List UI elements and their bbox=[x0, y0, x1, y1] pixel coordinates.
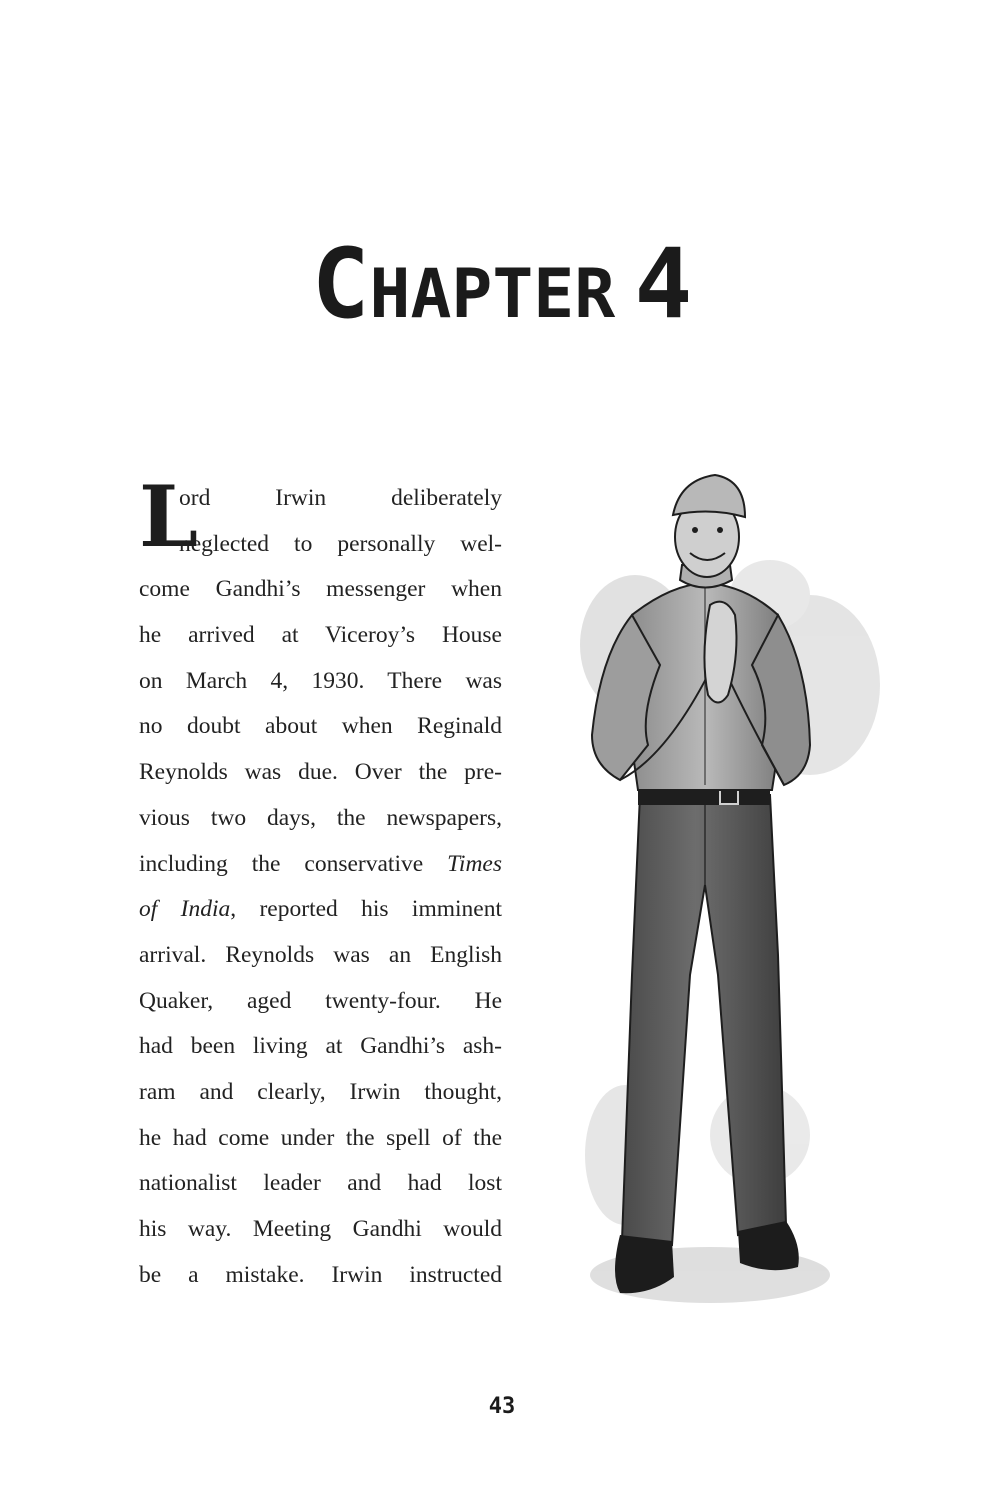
italic-title-part: Times bbox=[447, 850, 502, 877]
text-line-with-italic bbox=[139, 842, 502, 888]
chapter-title-rest: HAPTER bbox=[369, 255, 616, 334]
chapter-title-initial: C bbox=[311, 228, 370, 340]
text-line: vious two days, the newspapers, bbox=[139, 804, 502, 831]
text-line: his way. Meeting Gandhi would bbox=[139, 1216, 502, 1242]
text-line: be a mistake. Irwin instructed bbox=[139, 1261, 502, 1288]
text-line-part: including the conservative bbox=[139, 850, 448, 877]
text-line: ord Irwin deliberately bbox=[179, 485, 502, 511]
drop-cap: L bbox=[139, 467, 199, 566]
text-line: on March 4, 1930. There was bbox=[139, 667, 502, 694]
text-line-with-italic bbox=[139, 887, 502, 933]
text-line: no doubt about when Reginald bbox=[139, 713, 502, 740]
chapter-number: 4 bbox=[634, 228, 693, 340]
text-line: he had come under the spell of the bbox=[139, 1124, 502, 1151]
man-in-cap-illustration bbox=[540, 455, 880, 1315]
text-line: he arrived at Viceroy’s House bbox=[139, 622, 502, 649]
chapter-body-text bbox=[139, 467, 502, 1298]
page-number: 43 bbox=[488, 1394, 516, 1419]
trousers bbox=[622, 795, 786, 1245]
text-line: arrival. Reynolds was an English bbox=[139, 941, 502, 968]
text-line-part: , reported his imminent bbox=[230, 896, 502, 923]
text-line: had been living at Gandhi’s ash- bbox=[139, 1033, 502, 1060]
italic-title-part: of India bbox=[139, 896, 231, 923]
text-line: Reynolds was due. Over the pre- bbox=[139, 759, 502, 786]
text-line: nationalist leader and had lost bbox=[139, 1170, 502, 1197]
text-line: Quaker, aged twenty-four. He bbox=[139, 987, 502, 1014]
chapter-title bbox=[0, 228, 1004, 340]
text-line: come Gandhi’s messenger when bbox=[139, 576, 502, 603]
text-line: neglected to personally wel- bbox=[179, 530, 502, 557]
text-line: ram and clearly, Irwin thought, bbox=[139, 1078, 502, 1105]
cap bbox=[673, 475, 745, 517]
